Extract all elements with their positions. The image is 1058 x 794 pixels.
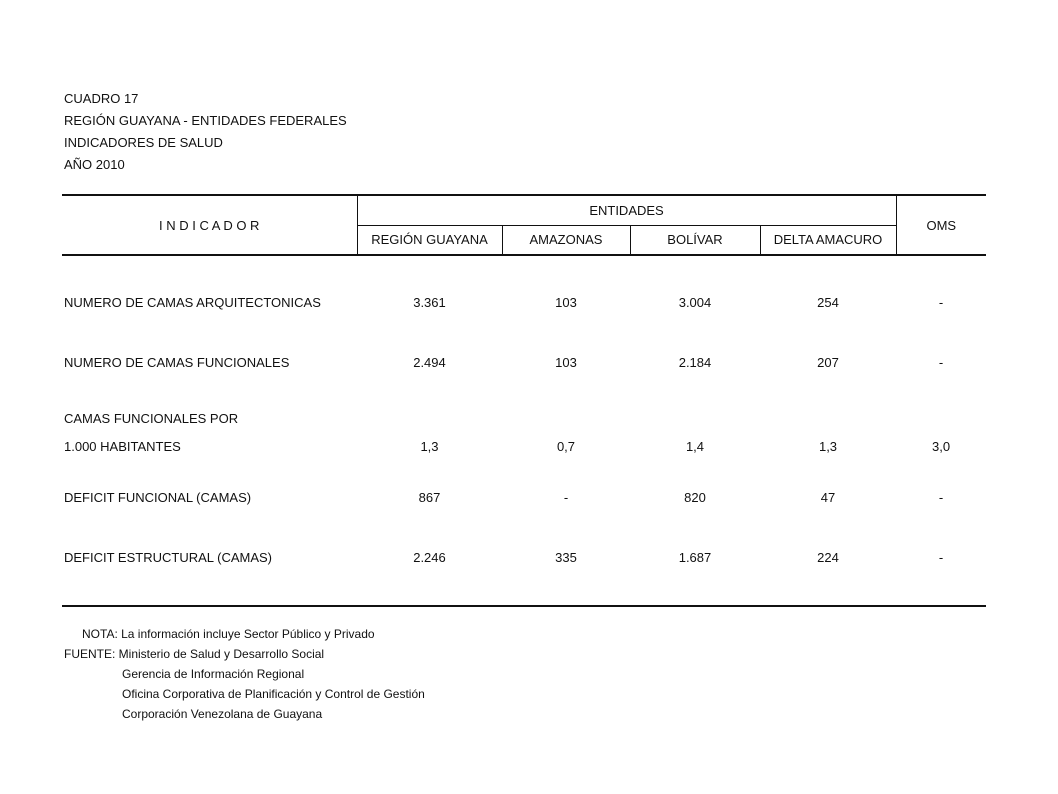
cell-value: 335 (502, 528, 630, 606)
header-entidades: ENTIDADES (357, 195, 896, 225)
header-region-guayana: REGIÓN GUAYANA (357, 225, 502, 255)
cell-value: - (938, 489, 944, 505)
cell-value: 1,4 (685, 438, 705, 454)
cell-value: 103 (555, 354, 577, 370)
cell-value: 2.184 (678, 354, 712, 370)
row-label: DEFICIT FUNCIONAL (CAMAS) (64, 489, 252, 505)
cell-value: - (938, 354, 944, 370)
cell-value: - (938, 294, 944, 310)
cell-value: 867 (418, 489, 441, 505)
cell-value: 1.687 (630, 528, 760, 606)
row-label: NUMERO DE CAMAS ARQUITECTONICAS (64, 294, 321, 310)
table-row (62, 528, 986, 606)
source-item: Corporación Venezolana de Guayana (122, 707, 323, 721)
cell-value: 1,3 (818, 438, 838, 454)
header-oms: OMS (896, 195, 986, 255)
table-row (62, 426, 986, 466)
cell-value: 2.246 (357, 528, 502, 606)
row-label-line1: CAMAS FUNCIONALES POR (64, 411, 239, 426)
table-footnotes (64, 624, 425, 724)
header-amazonas: AMAZONAS (502, 225, 630, 255)
cell-value: 3.004 (678, 294, 712, 310)
cell-value: 47 (820, 489, 836, 505)
source-text: FUENTE: Ministerio de Salud y Desarrollo Social (64, 647, 325, 661)
cell-value: 2.494 (413, 354, 446, 370)
cell-value: 254 (817, 294, 839, 310)
cell-value: 224 (760, 528, 896, 606)
header-delta-amacuro: DELTA AMACURO (760, 225, 896, 255)
cell-value: 0,7 (556, 438, 576, 454)
health-indicators-table (62, 194, 986, 607)
row-label: 1.000 HABITANTES (64, 438, 181, 454)
table-year: AÑO 2010 (64, 157, 125, 172)
cell-value: 103 (555, 294, 577, 310)
table-row (62, 332, 986, 392)
table-title-block (64, 88, 347, 176)
table-row-label-line (62, 392, 986, 426)
row-label: DEFICIT ESTRUCTURAL (CAMAS) (62, 528, 357, 606)
header-bolivar: BOLÍVAR (630, 225, 760, 255)
table-number: CUADRO 17 (64, 91, 139, 106)
cell-value: 820 (684, 489, 706, 505)
cell-value: 3.361 (413, 294, 446, 310)
cell-value: - (896, 528, 986, 606)
cell-value: 207 (817, 354, 839, 370)
source-item: Gerencia de Información Regional (122, 667, 305, 681)
cell-value: 1,3 (420, 438, 439, 454)
table-subject: INDICADORES DE SALUD (64, 135, 223, 150)
table-region-title: REGIÓN GUAYANA - ENTIDADES FEDERALES (64, 113, 347, 128)
table-row (62, 466, 986, 528)
row-label: NUMERO DE CAMAS FUNCIONALES (64, 354, 290, 370)
cell-value: 3,0 (931, 438, 951, 454)
note-text: NOTA: La información incluye Sector Público y Privado (82, 627, 375, 641)
header-indicator: I N D I C A D O R (62, 195, 357, 255)
table-row (62, 272, 986, 332)
source-item: Oficina Corporativa de Planificación y Control de Gestión (122, 687, 425, 701)
cell-value: - (563, 489, 569, 505)
